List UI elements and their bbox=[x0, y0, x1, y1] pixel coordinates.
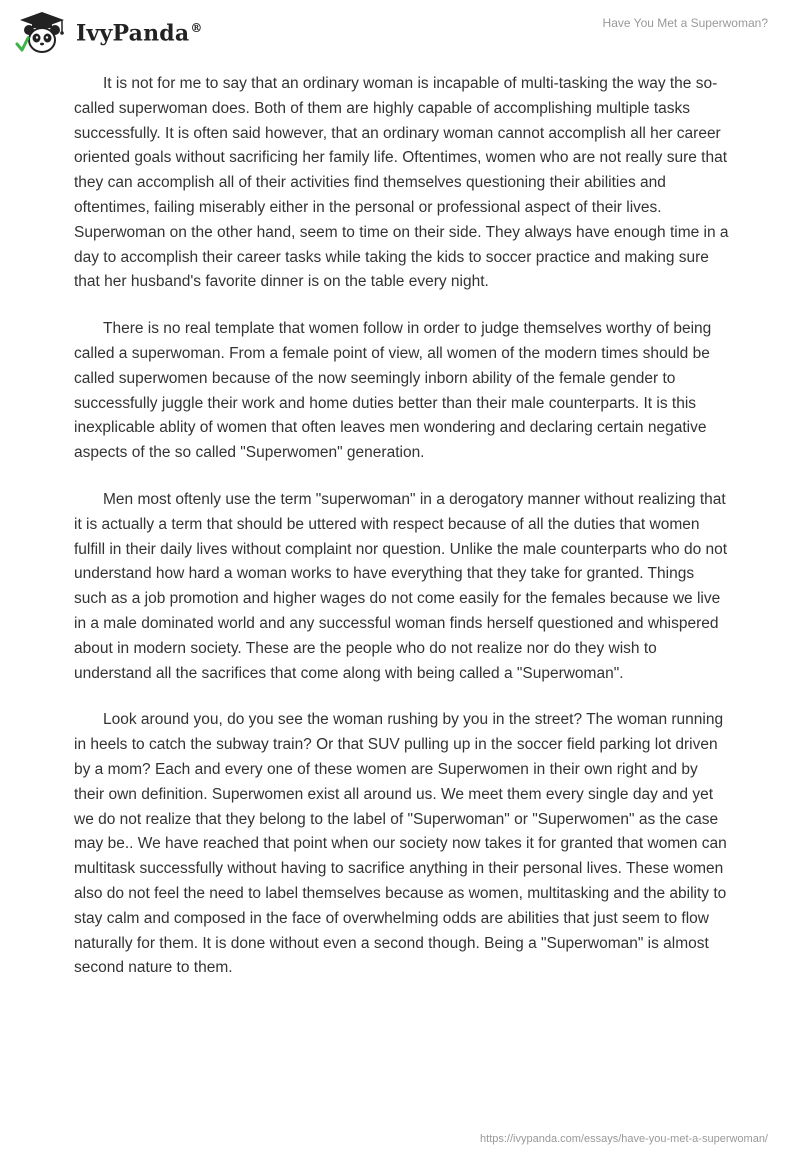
ivypanda-logo[interactable] bbox=[14, 10, 203, 56]
panda-graduate-icon bbox=[14, 10, 70, 56]
essay-body bbox=[74, 72, 730, 1003]
essay-paragraph: It is not for me to say that an ordinary woman is incapable of multi-tasking the way the so-called superwoman does. Both of them are highly capable of accomplishing multiple tasks successfully. It is often said however, that an ordinary woman cannot accomplish all her career oriented goals without sacrificing her family life. Oftentimes, women who are not really sure that they can accomplish all of their activities find themselves questioning their abilities and oftentimes, failing miserably either in the personal or professional aspect of their lives. Superwoman on the other hand, seem to time on their side. They always have enough time in a day to accomplish their career tasks while taking the kids to soccer practice and making sure that her husband's favorite dinner is on the table every night. bbox=[74, 75, 729, 291]
page-header bbox=[0, 0, 800, 70]
essay-paragraph: Men most oftenly use the term "superwoman" in a derogatory manner without realizing that it is actually a term that should be uttered with respect because of all the duties that women fulfill in their daily lives without complaint nor question. Unlike the male counterparts who do not understand how hard a woman works to have everything that they take for granted. Things such as a job promotion and higher wages do not come easily for the females because we live in a male dominated world and any successful woman finds herself questioned and whispered about in modern society. These are the people who do not realize nor do they wish to understand all the sacrifices that come along with being called a "Superwoman". bbox=[74, 490, 728, 682]
essay-paragraph: Look around you, do you see the woman rushing by you in the street? The woman running in heels to catch the subway train? Or that SUV pulling up in the soccer field parking lot driven by a mom? Each and every one of these women are Superwomen in their own right and by their own definition. Superwomen exist all around us. We meet them every single day and yet we do not realize that they belong to the label of "Superwoman" or "Superwomen" as the case may be.. We have reached that point when our society now takes it for granted that women can multitask successfully without having to sacrifice anything in their personal lives. These women also do not feel the need to label themselves because as women, multitasking and the ability to stay calm and composed in the face of overwhelming odds are abilities that just seem to flow naturally for them. It is done without even a second though. Being a "Superwoman" is almost second nature to them. bbox=[74, 711, 727, 977]
document-title: Have You Met a Superwoman? bbox=[602, 16, 768, 30]
source-url-link[interactable]: https://ivypanda.com/essays/have-you-met-a-superwoman/ bbox=[480, 1133, 768, 1145]
brand-name: IvyPanda® bbox=[76, 20, 203, 47]
essay-paragraph: There is no real template that women follow in order to judge themselves worthy of being called a superwoman. From a female point of view, all women of the modern times should be called superwomen because of the now seemingly inborn ability of the female gender to successfully juggle their work and home duties better than their male counterparts. It is this inexplicable ablity of women that often leaves men wondering and declaring certain negative aspects of the so called "Superwomen" generation. bbox=[74, 320, 712, 462]
